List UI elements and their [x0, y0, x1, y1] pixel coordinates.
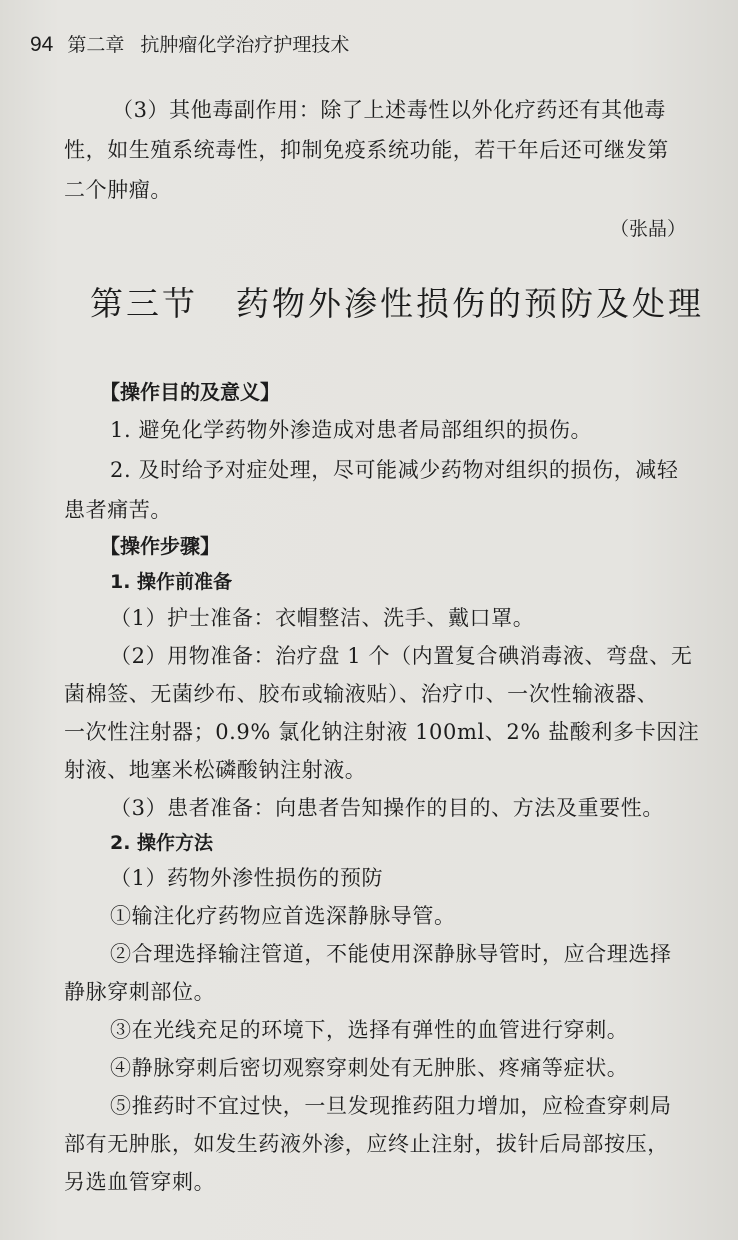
- section-title: [90, 278, 704, 325]
- body-text-line: （3）患者准备：向患者告知操作的目的、方法及重要性。: [110, 796, 664, 820]
- running-header: [30, 30, 349, 57]
- body-text-line: ③在光线充足的环境下，选择有弹性的血管进行穿刺。: [110, 1018, 629, 1042]
- steps-heading: 【操作步骤】: [100, 534, 220, 558]
- body-text-line: ④静脉穿刺后密切观察穿刺处有无肿胀、疼痛等症状。: [110, 1056, 629, 1080]
- body-text-line: 2. 及时给予对症处理，尽可能减少药物对组织的损伤，减轻: [110, 458, 679, 482]
- body-text-line: ⑤推药时不宜过快，一旦发现推药阻力增加，应检查穿刺局: [110, 1094, 672, 1118]
- method-subheading: 2. 操作方法: [110, 832, 214, 854]
- body-text-line: ①输注化疗药物应首选深静脉导管。: [110, 904, 456, 928]
- body-text-line: （1）药物外渗性损伤的预防: [110, 866, 384, 890]
- body-text-line: 静脉穿刺部位。: [64, 980, 216, 1004]
- section-heading: 药物外渗性损伤的预防及处理: [236, 284, 704, 323]
- body-text-line: ②合理选择输注管道，不能使用深静脉导管时，应合理选择: [110, 942, 672, 966]
- body-text-line: 性，如生殖系统毒性，抑制免疫系统功能，若干年后还可继发第: [64, 138, 669, 162]
- purpose-heading: 【操作目的及意义】: [100, 380, 280, 404]
- body-text-line: 二个肿瘤。: [64, 178, 172, 202]
- page-number: 94: [30, 33, 54, 56]
- body-text-line: （2）用物准备：治疗盘 1 个（内置复合碘消毒液、弯盘、无: [110, 644, 693, 668]
- chapter-label: 第二章: [67, 34, 125, 56]
- body-text-line: （1）护士准备：衣帽整洁、洗手、戴口罩。: [110, 606, 535, 630]
- body-text-line: 另选血管穿刺。: [64, 1170, 216, 1194]
- body-text-line: （3）其他毒副作用：除了上述毒性以外化疗药还有其他毒: [112, 98, 666, 122]
- body-text-line: 患者痛苦。: [64, 498, 172, 522]
- body-text-line: 射液、地塞米松磷酸钠注射液。: [64, 758, 367, 782]
- prep-subheading: 1. 操作前准备: [110, 571, 233, 593]
- body-text-line: 菌棉签、无菌纱布、胶布或输液贴）、治疗巾、一次性输液器、: [64, 682, 659, 706]
- author-credit: （张晶）: [609, 218, 686, 240]
- body-text-line: 1. 避免化学药物外渗造成对患者局部组织的损伤。: [110, 418, 593, 442]
- section-number: 第三节: [90, 284, 198, 323]
- body-text-line: 一次性注射器；0.9% 氯化钠注射液 100ml、2% 盐酸利多卡因注: [64, 720, 700, 744]
- chapter-title: 抗肿瘤化学治疗护理技术: [140, 34, 350, 56]
- body-text-line: 部有无肿胀，如发生药液外渗，应终止注射，拔针后局部按压，: [64, 1132, 669, 1156]
